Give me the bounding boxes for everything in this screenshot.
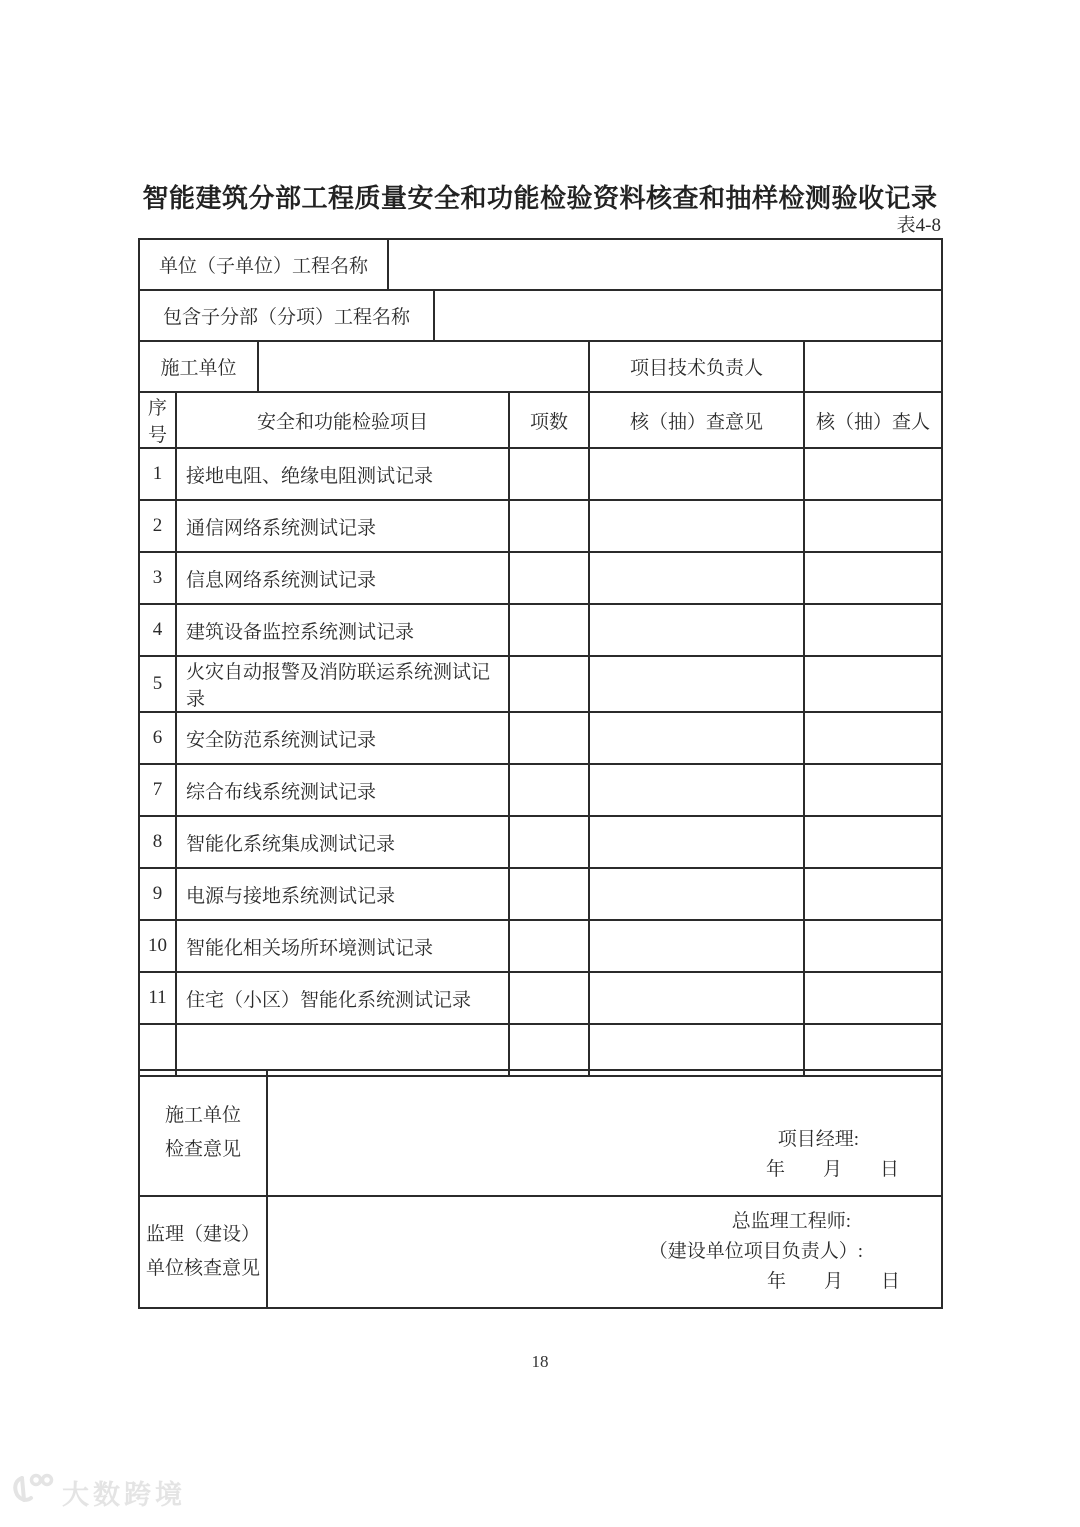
tech-director-label: 项目技术负责人 xyxy=(589,341,804,392)
item-name: 信息网络系统测试记录 xyxy=(176,552,509,604)
chief-supervisor-signature-label: 总监理工程师: xyxy=(731,1211,851,1232)
construction-opinion-label-line1: 施工单位 xyxy=(164,1105,241,1126)
item-no: 8 xyxy=(139,816,176,868)
item-name: 建筑设备监控系统测试记录 xyxy=(176,604,509,656)
owner-representative-signature-label: （建设单位项目负责人）: xyxy=(648,1241,863,1262)
item-name: 智能化系统集成测试记录 xyxy=(176,816,509,868)
item-opinion xyxy=(589,816,804,868)
item-no: 6 xyxy=(139,712,176,764)
item-no: 3 xyxy=(139,552,176,604)
item-no: 5 xyxy=(139,656,176,712)
sub-division-name-value xyxy=(434,290,942,341)
unit-project-name-label: 单位（子单位）工程名称 xyxy=(139,239,388,290)
item-opinion xyxy=(589,448,804,500)
table-row xyxy=(139,448,942,500)
item-no: 1 xyxy=(139,448,176,500)
item-count xyxy=(509,712,589,764)
construction-opinion-area xyxy=(267,1070,942,1196)
construction-unit-value xyxy=(258,341,589,392)
table-row xyxy=(139,656,942,712)
table-row xyxy=(139,290,942,341)
watermark xyxy=(12,1472,186,1513)
item-no: 4 xyxy=(139,604,176,656)
item-opinion xyxy=(589,712,804,764)
item-checker xyxy=(804,656,942,712)
item-no: 11 xyxy=(139,972,176,1024)
item-name: 火灾自动报警及消防联运系统测试记录 xyxy=(176,656,509,712)
item-no: 9 xyxy=(139,868,176,920)
tech-director-value xyxy=(804,341,942,392)
page-number: 18 xyxy=(531,1352,549,1371)
table-row xyxy=(139,712,942,764)
info-table xyxy=(138,238,943,393)
construction-opinion-label-line2: 检查意见 xyxy=(164,1139,241,1160)
item-name: 电源与接地系统测试记录 xyxy=(176,868,509,920)
item-count xyxy=(509,552,589,604)
construction-unit-label: 施工单位 xyxy=(139,341,258,392)
item-checker xyxy=(804,448,942,500)
items-header-row xyxy=(139,392,942,448)
supervision-opinion-row xyxy=(139,1196,942,1308)
construction-opinion-row xyxy=(139,1070,942,1196)
item-count xyxy=(509,868,589,920)
item-checker xyxy=(804,868,942,920)
supervision-opinion-area xyxy=(267,1196,942,1308)
item-checker xyxy=(804,764,942,816)
opinions-table xyxy=(138,1069,943,1309)
table-row xyxy=(139,604,942,656)
item-opinion xyxy=(589,500,804,552)
watermark-logo-icon xyxy=(12,1472,54,1513)
item-no: 2 xyxy=(139,500,176,552)
item-checker xyxy=(804,712,942,764)
item-count xyxy=(509,656,589,712)
item-opinion xyxy=(589,656,804,712)
item-checker xyxy=(804,920,942,972)
table-row xyxy=(139,500,942,552)
table-row xyxy=(139,341,942,392)
table-row xyxy=(139,816,942,868)
item-checker xyxy=(804,816,942,868)
items-table xyxy=(138,391,943,1077)
supervision-opinion-label xyxy=(139,1196,267,1308)
header-opinion: 核（抽）查意见 xyxy=(589,392,804,448)
item-checker xyxy=(804,972,942,1024)
item-count xyxy=(509,500,589,552)
item-count xyxy=(509,764,589,816)
table-row xyxy=(139,552,942,604)
table-number: 表4-8 xyxy=(896,215,941,236)
table-row xyxy=(139,764,942,816)
sub-division-name-label: 包含子分部（分项）工程名称 xyxy=(139,290,434,341)
item-name: 接地电阻、绝缘电阻测试记录 xyxy=(176,448,509,500)
item-count xyxy=(509,972,589,1024)
item-name: 通信网络系统测试记录 xyxy=(176,500,509,552)
item-checker xyxy=(804,604,942,656)
item-count xyxy=(509,448,589,500)
supervision-opinion-label-line2: 单位核查意见 xyxy=(145,1258,260,1279)
item-opinion xyxy=(589,764,804,816)
table-row xyxy=(139,239,942,290)
item-count xyxy=(509,816,589,868)
item-name: 安全防范系统测试记录 xyxy=(176,712,509,764)
supervision-date-line: 年 月 日 xyxy=(766,1271,900,1292)
header-checker: 核（抽）查人 xyxy=(804,392,942,448)
item-no: 10 xyxy=(139,920,176,972)
item-opinion xyxy=(589,920,804,972)
construction-date-line: 年 月 日 xyxy=(765,1159,899,1180)
item-opinion xyxy=(589,972,804,1024)
header-item: 安全和功能检验项目 xyxy=(176,392,509,448)
project-manager-signature-label: 项目经理: xyxy=(777,1129,859,1150)
table-row xyxy=(139,972,942,1024)
table-row xyxy=(139,868,942,920)
item-checker xyxy=(804,500,942,552)
item-checker xyxy=(804,552,942,604)
item-opinion xyxy=(589,604,804,656)
item-no: 7 xyxy=(139,764,176,816)
item-name: 综合布线系统测试记录 xyxy=(176,764,509,816)
page-title: 智能建筑分部工程质量安全和功能检验资料核查和抽样检测验收记录 xyxy=(142,183,938,213)
header-count: 项数 xyxy=(509,392,589,448)
supervision-opinion-label-line1: 监理（建设） xyxy=(145,1224,260,1245)
watermark-text: 大数跨境 xyxy=(62,1480,186,1510)
item-count xyxy=(509,920,589,972)
item-name: 住宅（小区）智能化系统测试记录 xyxy=(176,972,509,1024)
item-opinion xyxy=(589,552,804,604)
construction-opinion-label xyxy=(139,1070,267,1196)
item-count xyxy=(509,604,589,656)
table-row xyxy=(139,920,942,972)
item-opinion xyxy=(589,868,804,920)
header-no: 序号 xyxy=(139,392,176,448)
unit-project-name-value xyxy=(388,239,942,290)
item-name: 智能化相关场所环境测试记录 xyxy=(176,920,509,972)
